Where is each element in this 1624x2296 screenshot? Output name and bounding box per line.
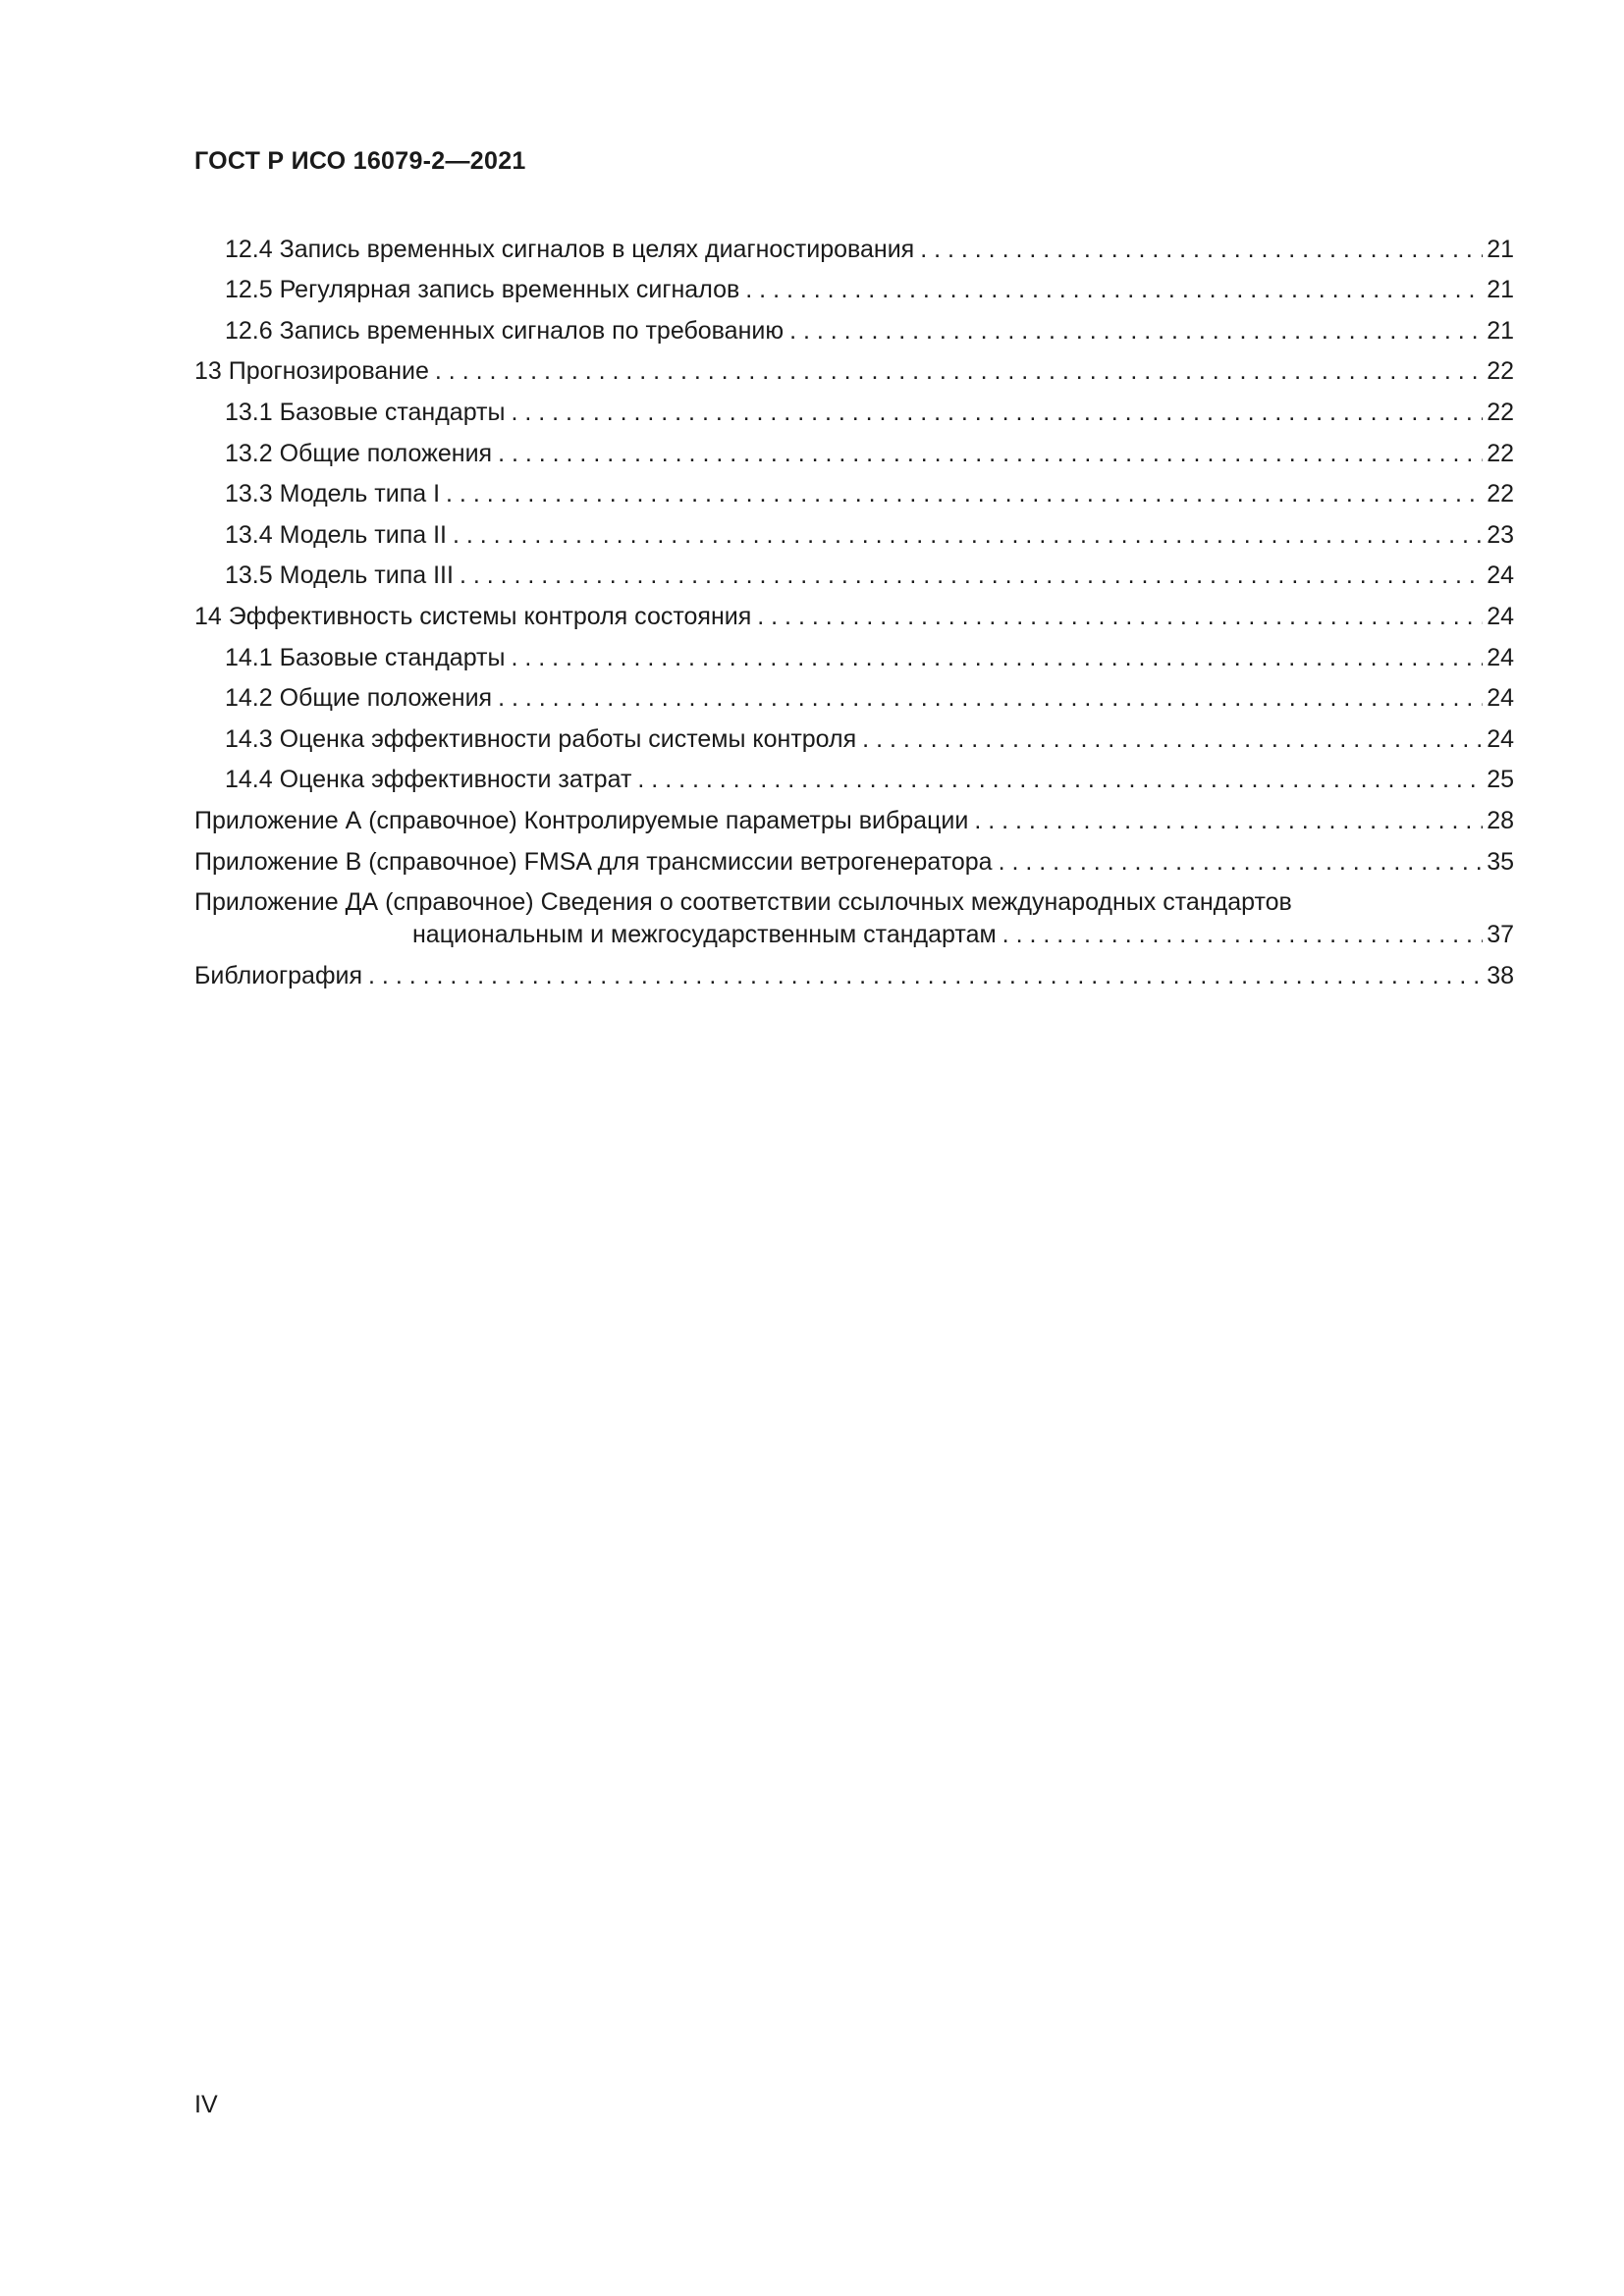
dot-leader	[498, 684, 1483, 713]
toc-entry-label: 14.1 Базовые стандарты	[225, 643, 506, 671]
toc-entry-page: 37	[1487, 921, 1514, 949]
toc-entry-page: 24	[1487, 724, 1514, 753]
toc-entry-appendix-da[interactable]	[194, 877, 1514, 950]
dot-leader	[498, 440, 1483, 468]
toc-entry-label: 14.2 Общие положения	[225, 684, 493, 713]
toc-entry-14-3[interactable]	[194, 713, 1514, 754]
toc-entry-label: Приложение ДА (справочное) Сведения о соответствии ссылочных международных стандартов	[194, 888, 1292, 917]
toc-entry-14-2[interactable]	[194, 672, 1514, 714]
dot-leader	[974, 807, 1483, 835]
toc-entry-label: 13.2 Общие положения	[225, 439, 493, 467]
toc-entry-page: 22	[1487, 480, 1514, 508]
toc-entry-label: 13.3 Модель типа I	[225, 480, 441, 508]
toc-entry-page: 22	[1487, 357, 1514, 386]
toc-entry-label: Библиография	[194, 961, 363, 989]
dot-leader	[511, 399, 1483, 427]
dot-leader	[999, 848, 1484, 877]
table-of-contents	[194, 223, 1514, 990]
toc-entry-14[interactable]	[194, 590, 1514, 631]
toc-entry-13-1[interactable]	[194, 386, 1514, 427]
toc-entry-label: 13 Прогнозирование	[194, 357, 429, 386]
toc-entry-13[interactable]	[194, 346, 1514, 387]
dot-leader	[1002, 921, 1484, 949]
toc-entry-label: Приложение В (справочное) FMSA для трансмиссии ветрогенератора	[194, 847, 993, 876]
document-title: ГОСТ Р ИСО 16079-2—2021	[194, 147, 526, 175]
toc-entry-page: 22	[1487, 398, 1514, 426]
dot-leader	[446, 480, 1483, 508]
toc-entry-12-4[interactable]	[194, 223, 1514, 264]
toc-entry-13-4[interactable]	[194, 508, 1514, 550]
toc-entry-label: 14.4 Оценка эффективности затрат	[225, 766, 632, 794]
toc-entry-appendix-a[interactable]	[194, 794, 1514, 835]
toc-entry-appendix-b[interactable]	[194, 835, 1514, 877]
toc-entry-label: 12.6 Запись временных сигналов по требованию	[225, 316, 785, 345]
toc-entry-page: 25	[1487, 766, 1514, 794]
dot-leader	[745, 276, 1483, 304]
dot-leader	[453, 521, 1483, 550]
toc-entry-page: 23	[1487, 520, 1514, 549]
toc-entry-12-5[interactable]	[194, 264, 1514, 305]
toc-entry-page: 35	[1487, 847, 1514, 876]
toc-entry-13-3[interactable]	[194, 468, 1514, 509]
dot-leader	[789, 317, 1483, 346]
dot-leader	[920, 236, 1483, 264]
toc-entry-page: 38	[1487, 961, 1514, 989]
toc-entry-label: 13.4 Модель типа II	[225, 520, 447, 549]
toc-entry-page: 22	[1487, 439, 1514, 467]
toc-entry-line-continued	[194, 917, 1514, 949]
toc-entry-label: 13.5 Модель типа III	[225, 561, 454, 590]
page-number: IV	[194, 2091, 218, 2118]
toc-entry-label: 14.3 Оценка эффективности работы системы контроля	[225, 724, 857, 753]
toc-entry-page: 21	[1487, 316, 1514, 345]
toc-entry-label-continued: национальным и межгосударственным стандартам	[412, 921, 997, 949]
dot-leader	[435, 357, 1483, 386]
dot-leader	[637, 766, 1483, 794]
toc-entry-13-2[interactable]	[194, 427, 1514, 468]
toc-entry-13-5[interactable]	[194, 550, 1514, 591]
toc-entry-page: 24	[1487, 602, 1514, 630]
toc-entry-label: 13.1 Базовые стандарты	[225, 398, 506, 426]
toc-entry-page: 21	[1487, 276, 1514, 304]
toc-entry-page: 21	[1487, 235, 1514, 263]
toc-entry-label: Приложение А (справочное) Контролируемые параметры вибрации	[194, 806, 969, 834]
toc-entry-14-1[interactable]	[194, 631, 1514, 672]
dot-leader	[368, 962, 1483, 990]
dot-leader	[862, 725, 1483, 754]
toc-entry-page: 24	[1487, 643, 1514, 671]
toc-entry-line-first	[194, 877, 1514, 918]
toc-entry-label: 12.4 Запись временных сигналов в целях диагностирования	[225, 235, 915, 263]
dot-leader	[460, 561, 1483, 590]
toc-entry-label: 12.5 Регулярная запись временных сигналов	[225, 276, 740, 304]
toc-entry-14-4[interactable]	[194, 754, 1514, 795]
toc-entry-label: 14 Эффективность системы контроля состояния	[194, 602, 752, 630]
dot-leader	[757, 603, 1483, 631]
dot-leader	[511, 644, 1483, 672]
toc-entry-12-6[interactable]	[194, 304, 1514, 346]
toc-entry-page: 28	[1487, 806, 1514, 834]
toc-entry-page: 24	[1487, 561, 1514, 590]
toc-entry-page: 24	[1487, 684, 1514, 713]
toc-entry-bibliography[interactable]	[194, 949, 1514, 990]
